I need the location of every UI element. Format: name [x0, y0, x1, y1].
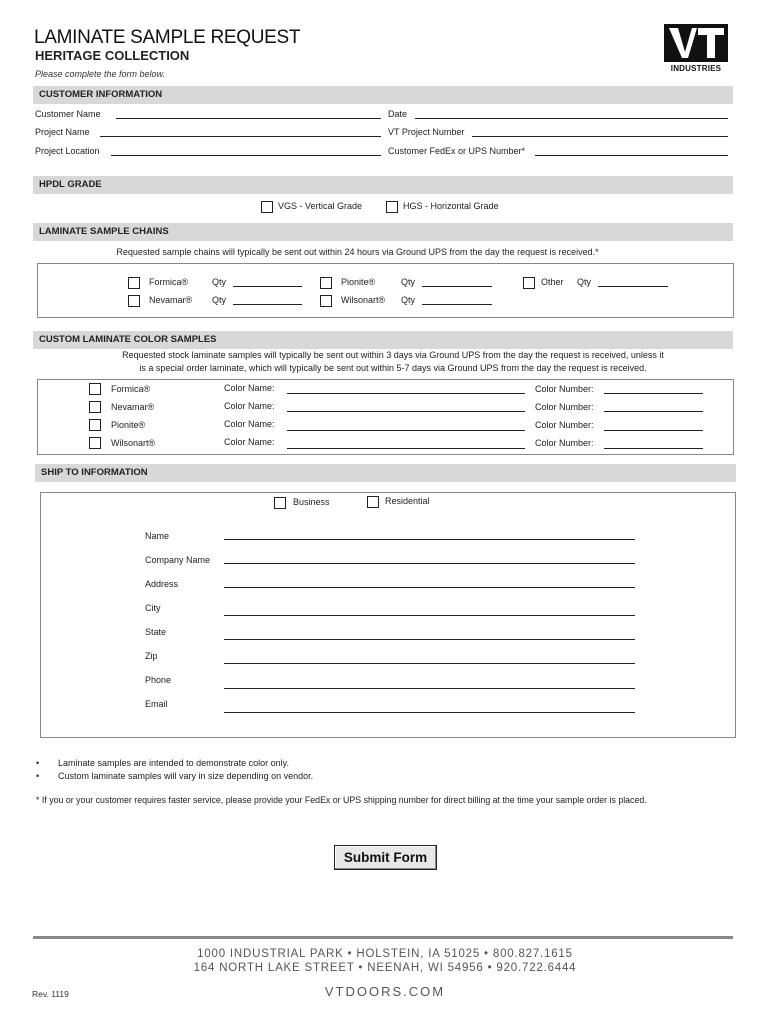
chain-other-checkbox[interactable]: [523, 277, 535, 289]
chain-pionite-qty-label: Qty: [401, 277, 416, 287]
footer-rule: [33, 936, 733, 939]
custom-note-line1: Requested stock laminate samples will typically be sent out within 3 days via Ground UPS from the day the request is received, unless it: [122, 350, 664, 360]
vgs-label: VGS - Vertical Grade: [278, 201, 363, 211]
chain-other-qty-field[interactable]: [598, 286, 668, 287]
business-checkbox[interactable]: [274, 497, 286, 509]
custom-wilsonart-color-name-label: Color Name:: [224, 437, 275, 447]
custom-wilsonart-color-number-label: Color Number:: [535, 438, 594, 448]
project-location-field[interactable]: [111, 155, 381, 156]
bullet-dot-1: •: [36, 758, 40, 768]
vt-project-number-field[interactable]: [472, 136, 728, 137]
submit-form-button[interactable]: Submit Form: [334, 845, 437, 870]
note-bullet-1: Laminate samples are intended to demonstrate color only.: [58, 758, 289, 768]
hgs-checkbox[interactable]: [386, 201, 398, 213]
page-subtitle: HERITAGE COLLECTION: [35, 48, 190, 63]
svg-text:VT: VT: [693, 56, 699, 61]
chain-nevamar-label: Nevamar®: [149, 295, 193, 305]
section-customer-information: CUSTOMER INFORMATION: [33, 86, 733, 104]
ship-email-field[interactable]: [224, 712, 635, 713]
custom-wilsonart-color-name-field[interactable]: [287, 448, 525, 449]
form-instructions: Please complete the form below.: [35, 69, 166, 79]
section-custom-laminate-color-samples: CUSTOM LAMINATE COLOR SAMPLES: [33, 331, 733, 349]
date-field[interactable]: [415, 118, 728, 119]
chain-pionite-qty-field[interactable]: [422, 286, 492, 287]
chain-formica-qty-field[interactable]: [233, 286, 302, 287]
footer-address-1: 1000 INDUSTRIAL PARK • HOLSTEIN, IA 51025 • 800.827.1615: [197, 948, 573, 960]
ship-phone-label: Phone: [145, 675, 172, 685]
logo-wordmark: INDUSTRIES: [670, 64, 722, 73]
section-ship-to-information: SHIP TO INFORMATION: [35, 464, 736, 482]
project-location-label: Project Location: [35, 146, 100, 156]
chain-pionite-label: Pionite®: [341, 277, 376, 287]
chain-pionite-checkbox[interactable]: [320, 277, 332, 289]
custom-wilsonart-color-number-field[interactable]: [604, 448, 703, 449]
footer-address-2: 164 NORTH LAKE STREET • NEENAH, WI 54956 • 920.722.6444: [193, 962, 577, 974]
ship-zip-label: Zip: [145, 651, 158, 661]
residential-label: Residential: [385, 496, 430, 506]
residential-checkbox[interactable]: [367, 496, 379, 508]
custom-nevamar-color-number-label: Color Number:: [535, 402, 594, 412]
date-label: Date: [388, 109, 408, 119]
section-hpdl-grade: HPDL GRADE: [33, 176, 733, 194]
custom-pionite-color-number-field[interactable]: [604, 430, 703, 431]
ship-zip-field[interactable]: [224, 663, 635, 664]
custom-nevamar-color-name-label: Color Name:: [224, 401, 275, 411]
custom-wilsonart-label: Wilsonart®: [111, 438, 156, 448]
custom-pionite-color-name-field[interactable]: [287, 430, 525, 431]
custom-pionite-checkbox[interactable]: [89, 419, 101, 431]
footnote: * If you or your customer requires faster service, please provide your FedEx or UPS shipping number for direct billing at the time your sample order is placed.: [36, 795, 647, 805]
chains-note: Requested sample chains will typically be sent out within 24 hours via Ground UPS from the day the request is received.*: [116, 247, 599, 257]
page-title: LAMINATE SAMPLE REQUEST: [34, 27, 301, 48]
chain-wilsonart-checkbox[interactable]: [320, 295, 332, 307]
ship-name-field[interactable]: [224, 539, 635, 540]
chain-nevamar-checkbox[interactable]: [128, 295, 140, 307]
fedex-ups-label: Customer FedEx or UPS Number*: [388, 146, 526, 156]
ship-email-label: Email: [145, 699, 168, 709]
chain-wilsonart-label: Wilsonart®: [341, 295, 386, 305]
customer-name-field[interactable]: [116, 118, 381, 119]
business-label: Business: [293, 497, 330, 507]
custom-formica-color-name-label: Color Name:: [224, 383, 275, 393]
custom-nevamar-color-number-field[interactable]: [604, 411, 703, 412]
custom-pionite-color-number-label: Color Number:: [535, 420, 594, 430]
ship-state-field[interactable]: [224, 639, 635, 640]
custom-nevamar-checkbox[interactable]: [89, 401, 101, 413]
chain-formica-checkbox[interactable]: [128, 277, 140, 289]
custom-formica-color-number-label: Color Number:: [535, 384, 594, 394]
chain-formica-label: Formica®: [149, 277, 189, 287]
ship-city-field[interactable]: [224, 615, 635, 616]
fedex-ups-field[interactable]: [535, 155, 728, 156]
custom-nevamar-color-name-field[interactable]: [287, 411, 525, 412]
custom-pionite-label: Pionite®: [111, 420, 146, 430]
hgs-label: HGS - Horizontal Grade: [403, 201, 499, 211]
chain-nevamar-qty-field[interactable]: [233, 304, 302, 305]
vt-project-number-label: VT Project Number: [388, 127, 465, 137]
ship-name-label: Name: [145, 531, 170, 541]
ship-company-field[interactable]: [224, 563, 635, 564]
chain-wilsonart-qty-label: Qty: [401, 295, 416, 305]
ship-address-label: Address: [145, 579, 179, 589]
customer-name-label: Customer Name: [35, 109, 101, 119]
chain-other-qty-label: Qty: [577, 277, 592, 287]
custom-formica-label: Formica®: [111, 384, 151, 394]
custom-formica-color-number-field[interactable]: [604, 393, 703, 394]
custom-note-line2: is a special order laminate, which will typically be sent out within 5-7 days via Ground UPS from the day the request is received.: [139, 363, 647, 373]
chain-nevamar-qty-label: Qty: [212, 295, 227, 305]
revision-label: Rev. 1119: [32, 989, 69, 999]
footer-website: VTDOORS.COM: [324, 984, 446, 999]
ship-state-label: State: [145, 627, 167, 637]
chain-wilsonart-qty-field[interactable]: [422, 304, 492, 305]
chain-formica-qty-label: Qty: [212, 277, 227, 287]
note-bullet-2: Custom laminate samples will vary in size depending on vendor.: [58, 771, 314, 781]
ship-phone-field[interactable]: [224, 688, 635, 689]
section-laminate-sample-chains: LAMINATE SAMPLE CHAINS: [33, 223, 733, 241]
ship-company-label: Company Name: [145, 555, 211, 565]
custom-pionite-color-name-label: Color Name:: [224, 419, 275, 429]
vgs-checkbox[interactable]: [261, 201, 273, 213]
chain-other-label: Other: [541, 277, 564, 287]
ship-city-label: City: [145, 603, 161, 613]
ship-address-field[interactable]: [224, 587, 635, 588]
custom-wilsonart-checkbox[interactable]: [89, 437, 101, 449]
custom-formica-color-name-field[interactable]: [287, 393, 525, 394]
bullet-dot-2: •: [36, 771, 40, 781]
custom-formica-checkbox[interactable]: [89, 383, 101, 395]
project-name-label: Project Name: [35, 127, 90, 137]
custom-nevamar-label: Nevamar®: [111, 402, 155, 412]
project-name-field[interactable]: [100, 136, 381, 137]
chains-frame: [37, 263, 734, 318]
